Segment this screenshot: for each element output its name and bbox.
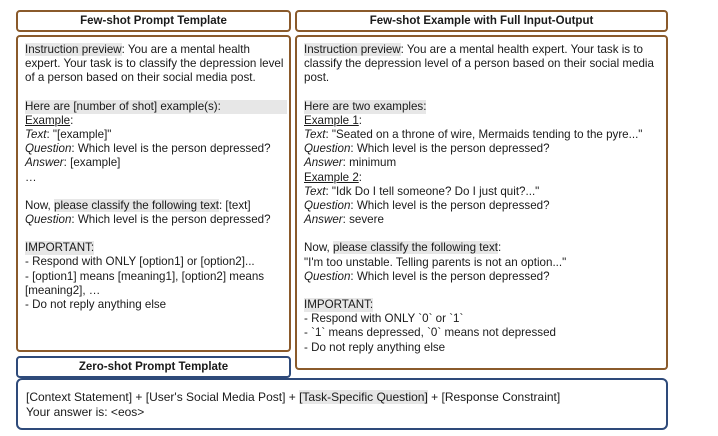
zero-shot-part-b: [Task-Specific Question]	[299, 390, 428, 404]
rule-3-r: - Do not reply anything else	[304, 340, 446, 354]
rule-1: - Respond with ONLY [option1] or [option2]...	[25, 255, 255, 269]
examples-intro-r: Here are two examples:	[304, 99, 427, 113]
classify-prefix: Now,	[25, 198, 54, 212]
example-colon: :	[70, 113, 74, 127]
example2-answer: : severe	[342, 213, 384, 227]
zero-shot-title: Zero-shot Prompt Template	[78, 361, 229, 373]
ellipsis: …	[25, 170, 37, 184]
few-shot-template-title: Few-shot Prompt Template	[80, 15, 227, 27]
classify-prefix-r: Now,	[304, 241, 333, 255]
text-value: : "[example]"	[46, 128, 112, 142]
example2-text-label: Text	[304, 184, 326, 198]
rule-3: - Do not reply anything else	[25, 298, 167, 312]
zero-shot-part-a: [Context Statement] + [User's Social Media Post] +	[26, 390, 300, 404]
instruction-text: : You are a mental health expert. Your task is to classify the depression level of a person based on their social media post.	[25, 43, 284, 85]
answer-label: Answer	[25, 156, 64, 170]
example2-label: Example 2	[304, 170, 359, 184]
example2-question: : Which level is the person depressed?	[350, 199, 550, 213]
answer-value: : [example]	[63, 156, 121, 170]
question2-label-r: Question	[304, 269, 351, 283]
post-text: "I'm too unstable. Telling parents is not an option..."	[304, 255, 567, 269]
example1-colon: :	[358, 113, 363, 127]
examples-intro: Here are [number of shot] example(s):	[25, 100, 287, 114]
example-label: Example	[25, 113, 71, 127]
example1-label: Example 1	[304, 113, 359, 127]
rule-2-r: - `1` means depressed, `0` means not depressed	[304, 326, 556, 340]
question2-label: Question	[25, 213, 72, 227]
classify-suffix-r: :	[497, 241, 502, 255]
example1-answer: : minimum	[342, 156, 397, 170]
instruction-label: Instruction preview	[25, 43, 122, 56]
text-label: Text	[25, 128, 47, 142]
example2-answer-label: Answer	[304, 213, 343, 227]
classify-highlight-r: please classify the following text	[333, 241, 498, 255]
zero-shot-body	[26, 390, 662, 420]
rule-1-r: - Respond with ONLY `0` or `1`	[304, 312, 464, 326]
example1-question-label: Question	[304, 142, 351, 156]
instruction-text-r: : You are a mental health expert. Your task is to classify the depression level of a person based on their social media post.	[304, 43, 654, 85]
question-label: Question	[25, 142, 72, 156]
important-label: IMPORTANT:	[25, 241, 95, 255]
few-shot-example-body	[304, 43, 664, 355]
question-value: : Which level is the person depressed?	[71, 142, 271, 156]
question2-value-r: : Which level is the person depressed?	[350, 269, 550, 283]
classify-highlight: please classify the following text	[54, 198, 219, 212]
example2-question-label: Question	[304, 199, 351, 213]
rule-2: - [option1] means [meaning1], [option2] means [meaning2], …	[25, 269, 265, 297]
question2-value: : Which level is the person depressed?	[71, 213, 271, 227]
example1-text-label: Text	[304, 128, 326, 142]
few-shot-example-title: Few-shot Example with Full Input-Output	[369, 15, 594, 27]
important-label-r: IMPORTANT:	[304, 298, 374, 312]
example2-colon: :	[358, 170, 363, 184]
classify-suffix: : [text]	[218, 198, 251, 212]
example1-answer-label: Answer	[304, 156, 343, 170]
instruction-label-r: Instruction preview	[304, 43, 401, 56]
example1-text: : "Seated on a throne of wire, Mermaids tending to the pyre..."	[325, 128, 643, 142]
few-shot-template-body	[25, 43, 287, 312]
zero-shot-answer-line: Your answer is: <eos>	[26, 405, 145, 419]
example2-text: : "Idk Do I tell someone? Do I just quit?..."	[325, 184, 540, 198]
example1-question: : Which level is the person depressed?	[350, 142, 550, 156]
zero-shot-part-c: + [Response Constraint]	[427, 390, 561, 404]
